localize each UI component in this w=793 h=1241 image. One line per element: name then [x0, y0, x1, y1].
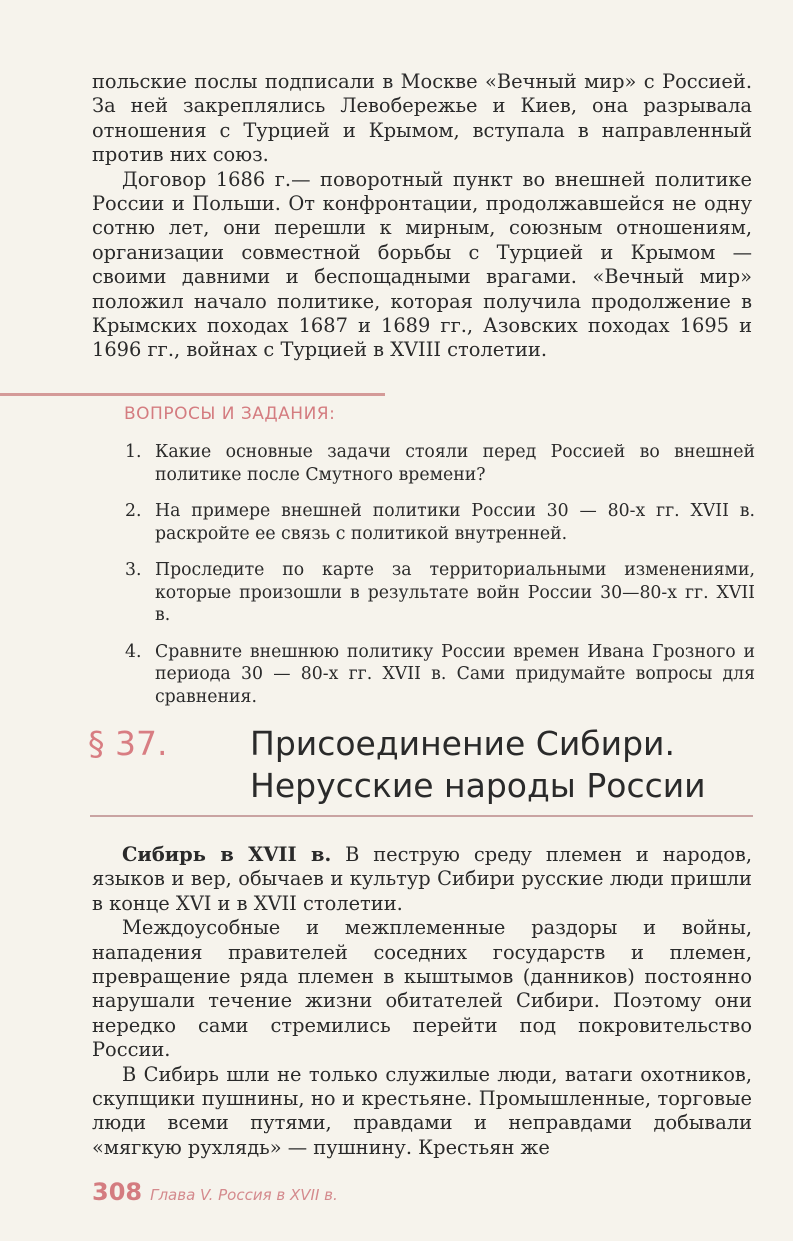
question-number: 1.	[125, 442, 142, 462]
question-item	[125, 559, 755, 627]
paragraph-treaty-1686: Договор 1686 г.— поворотный пункт во внешней политике России и Польши. От конфронтации, продолжавшейся не одну сотню лет, они перешли к мирным, союзным отношениям, организации совместной борьбы с Турцией и Крымом — своими давними и беспощадными врагами. «Вечный мир» положил начало политике, которая получила продолжение в Крымских походах 1687 и 1689 гг., Азовских походах 1695 и 1696 гг., войнах с Турцией в XVIII столетии.	[92, 167, 752, 362]
questions-heading: ВОПРОСЫ И ЗАДАНИЯ:	[124, 404, 336, 424]
question-item	[125, 441, 755, 486]
section-title-line: Присоединение Сибири.	[250, 724, 675, 763]
paragraph-continuation: польские послы подписали в Москве «Вечный мир» с Россией. За ней закреплялись Левобережье и Киев, она разрывала отношения с Турцией и Крымом, вступала в направленный против них союз.	[92, 70, 752, 167]
question-text: Проследите по карте за территориальными изменениями, которые произошли в результате войн России 30—80-х гг. XVII в.	[155, 560, 755, 625]
question-number: 4.	[125, 641, 142, 662]
questions-list	[125, 441, 755, 722]
paragraph-siberia	[92, 843, 752, 916]
paragraph-settlers: В Сибирь шли не только служилые люди, ватаги охотников, скупщики пушнины, но и крестьяне. Промышленные, торговые люди всеми путями, правдами и неправдами добывали «мягкую рухлядь» — пушнину. Крестьян же	[92, 1062, 752, 1159]
question-item	[125, 500, 755, 545]
paragraph-conflicts: Междоусобные и межплеменные раздоры и войны, нападения правителей соседних государств и племен, превращение ряда племен в кыштымов (данников) постоянно нарушали течение жизни обитателей Сибири. Поэтому они нередко сами стремились перейти под покровительство России.	[92, 916, 752, 1062]
question-text: На примере внешней политики России 30 — 80-х гг. XVII в. раскройте ее связь с политикой внутренней.	[155, 501, 755, 544]
question-number: 3.	[125, 560, 142, 580]
questions-rule	[0, 393, 385, 396]
page-footer	[92, 1178, 338, 1206]
question-item	[125, 641, 755, 709]
paragraph-lead: Сибирь в XVII в.	[122, 843, 332, 866]
question-text: Какие основные задачи стояли перед Россией во внешней политике после Смутного времени?	[155, 442, 755, 485]
running-head: Глава V. Россия в XVII в.	[150, 1186, 338, 1204]
body-text-block	[92, 843, 752, 1160]
section-number: § 37.	[88, 724, 168, 763]
paragraph-lead-rest: В пеструю среду племен и народов, языков и вер, обычаев и культур Сибири русские люди пришли в конце XVI и в XVII столетии.	[92, 843, 752, 915]
top-text-block	[92, 70, 752, 363]
page-number: 308	[92, 1178, 143, 1206]
section-title-line: Нерусские народы России	[250, 766, 706, 805]
question-number: 2.	[125, 501, 142, 521]
section-rule	[90, 815, 753, 817]
section-title	[250, 723, 706, 807]
question-text: Сравните внешнюю политику России времен Ивана Грозного и периода 30 — 80-х гг. XVII в. Сами придумайте вопросы для сравнения.	[155, 641, 755, 707]
